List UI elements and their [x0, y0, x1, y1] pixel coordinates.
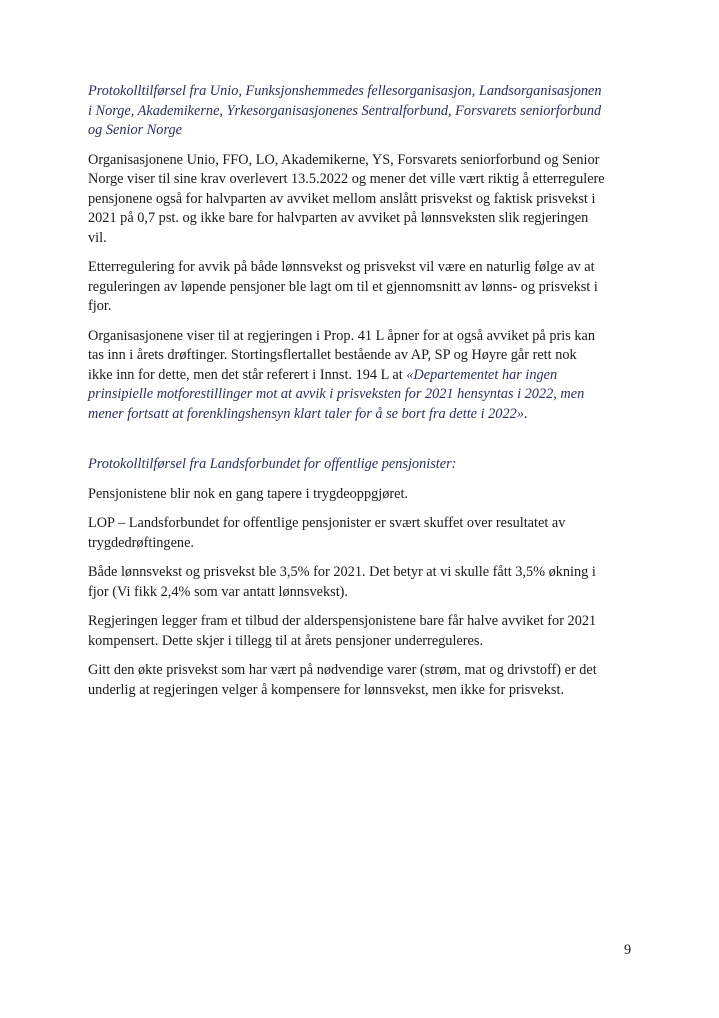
page-number: 9	[624, 942, 632, 958]
section-heading: Protokolltilførsel fra Unio, Funksjonshemmedes fellesorganisasjon, Landsorganisasjonen i Norge, Akademikerne, Yrkesorganisasjonenes Sentralforbund, Forsvarets seniorforbund og Senior Norge	[88, 83, 602, 138]
protocol-entry-unio	[88, 82, 636, 424]
paragraph-text: Organisasjonene viser til at regjeringen i Prop. 41 L åpner for at også avviket på pris kan tas inn i årets drøftinger. Stortingsflertallet bestående av AP, SP og Høyre går rett nok ikke inn for dette, men det står referert i Innst. 194 L at	[88, 327, 595, 383]
paragraph	[88, 327, 636, 425]
paragraph: Pensjonistene blir nok en gang tapere i trygdeoppgjøret.	[88, 485, 409, 502]
paragraph-end: .	[523, 405, 528, 422]
section-heading: Protokolltilførsel fra Landsforbundet for offentlige pensjonister:	[88, 456, 457, 472]
quoted-text: «Departementet har ingen prinsipielle motforestillinger mot at avvik i prisveksten for 2021 hensyntas i 2022, men mener fortsatt at forenklingshensyn klart taler for å se bort fra dette i 2022»	[88, 366, 585, 422]
paragraph: Regjeringen legger fram et tilbud der alderspensjonistene bare får halve avviket for 2021 kompensert. Dette skjer i tillegg til at årets pensjoner underreguleres.	[88, 613, 597, 649]
document-page	[88, 82, 636, 710]
paragraph: Etterregulering for avvik på både lønnsvekst og prisvekst vil være en naturlig følge av at reguleringen av løpende pensjoner ble lagt om til et gjennomsnitt av lønns- og prisvekst i fjor.	[88, 259, 598, 314]
paragraph: LOP – Landsforbundet for offentlige pensjonister er svært skuffet over resultatet av trygdedrøftingene.	[88, 515, 566, 551]
protocol-entry-lop	[88, 455, 636, 700]
paragraph: Organisasjonene Unio, FFO, LO, Akademikerne, YS, Forsvarets seniorforbund og Senior Norge viser til sine krav overlevert 13.5.2022 og mener det ville vært riktig å etterregulere pensjonene også for halvparten av avviket mellom anslått prisvekst og faktisk prisvekst i 2021 på 0,7 pst. og ikke bare for halvparten av avviket på lønnsveksten slik regjeringen vil.	[88, 151, 605, 246]
section-gap	[88, 434, 636, 455]
paragraph: Både lønnsvekst og prisvekst ble 3,5% for 2021. Det betyr at vi skulle fått 3,5% økning i fjor (Vi fikk 2,4% som var antatt lønnsvekst).	[88, 564, 596, 600]
paragraph: Gitt den økte prisvekst som har vært på nødvendige varer (strøm, mat og drivstoff) er det underlig at regjeringen velger å kompensere for lønnsvekst, men ikke for prisvekst.	[88, 662, 597, 698]
